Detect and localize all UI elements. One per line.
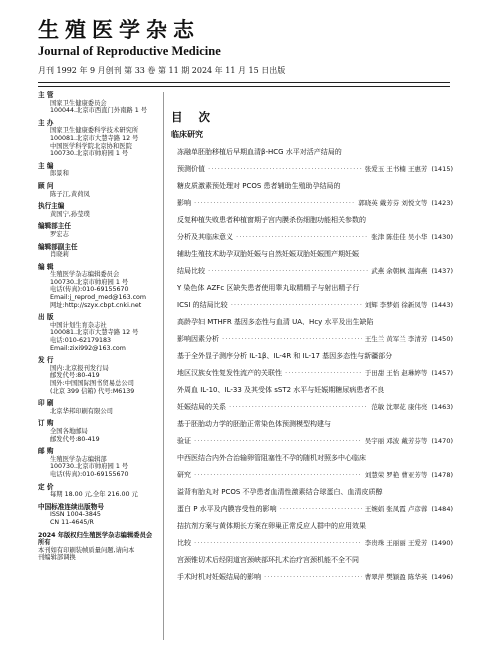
masthead-section-line: 生殖医学杂志编辑部: [50, 455, 107, 463]
masthead-section: [38, 448, 158, 478]
masthead-section-line: 生殖医学杂志编辑委员会: [50, 271, 120, 279]
toc-entry-page: (1470): [431, 437, 453, 445]
toc-entry-title-tail: ICSI 的结局比较: [177, 301, 228, 309]
journal-title-english: Journal of Reproductive Medicine: [38, 44, 221, 58]
masthead-section-line[interactable]: 网址:http://szyx.cbpt.cnki.net: [50, 301, 142, 309]
toc-entry-page: (1463): [431, 403, 453, 411]
toc-entry-page: (1430): [431, 233, 453, 241]
toc-entry-title-cont: [177, 333, 453, 350]
toc-entry[interactable]: [177, 316, 453, 350]
masthead-section-line: 国外:中国国际图书贸易总公司: [50, 380, 134, 387]
printing-quality-note: 本刊如有印刷装帧质量问题,请向本: [38, 546, 135, 554]
masthead-section-heading: 定 价: [38, 482, 54, 491]
toc-entry-page: (1490): [431, 539, 453, 547]
toc-leader-dots: [236, 231, 368, 243]
toc-leader-dots: [208, 265, 368, 277]
toc-entry-title-cont: [177, 537, 453, 554]
toc-leader-dots: [229, 401, 368, 413]
masthead-section: [38, 120, 158, 158]
masthead-section-heading: 主 办: [38, 118, 54, 127]
masthead-section-line: CN 11-4645/R: [50, 518, 94, 526]
toc-entry[interactable]: [177, 146, 453, 180]
toc-entry-title: 外周血 IL-10、IL-33 及其受体 sST2 水平与妊娠期糖尿病患者不良: [177, 386, 385, 394]
masthead-section: [38, 244, 158, 259]
masthead-section-heading: 订 购: [38, 419, 54, 428]
masthead-section-heading: 邮 购: [38, 447, 54, 456]
masthead-section-line[interactable]: Email:j_reprod_med@163.com: [50, 294, 147, 302]
masthead-section: [38, 203, 158, 218]
toc-leader-dots: [194, 537, 362, 549]
masthead-section-heading: 发 行: [38, 356, 54, 365]
masthead-section: [38, 92, 158, 115]
masthead-section-heading: 中国标准连续出版物号: [38, 502, 104, 511]
toc-entry-page: (1443): [431, 301, 453, 309]
toc-leader-dots: [231, 299, 362, 311]
toc-entry-title: 溢背有胎丸对 PCOS 不孕患者血清性激素结合球蛋白、血清皮质醇: [177, 488, 383, 496]
masthead-section-line: 全国各地邮局: [50, 427, 88, 435]
toc-entry-authors: 吴宇丽 邓波 戴芳芬等: [364, 437, 428, 445]
toc-leader-dots: [264, 571, 362, 583]
masthead-section: [38, 264, 158, 310]
toc-entry-title: 反复种植失败患者种植窗期子宫内膜杀伤细胞功能相关参数的: [177, 216, 366, 224]
header-rule-bottom: [38, 86, 450, 87]
toc-leader-dots: [285, 367, 362, 379]
masthead-section-line: 电话(传真):010-69155670: [50, 470, 129, 478]
masthead-section-heading: 执行主编: [38, 202, 65, 211]
masthead-section-line: 国内:北京报刊发行局: [50, 364, 109, 372]
toc-entry-title-tail: 预测价值: [177, 165, 205, 173]
masthead-section-line: 肖晓莉: [50, 251, 69, 259]
toc-entry-page: (1415): [431, 165, 453, 173]
toc-leader-dots: [222, 333, 362, 345]
toc-entry[interactable]: [177, 520, 453, 554]
masthead-section-line: 国家卫生健康委科学技术研究所: [50, 127, 139, 135]
masthead-section-heading: 出 版: [38, 313, 54, 322]
toc-entry[interactable]: [177, 384, 453, 418]
masthead-section-line[interactable]: Email:zixi992@163.com: [50, 344, 126, 352]
toc-leader-dots: [208, 163, 362, 175]
toc-entry-title-tail: 影响: [177, 199, 191, 207]
masthead-section: [38, 223, 158, 238]
toc-entry-title-cont: [177, 571, 453, 588]
masthead-section-line: 100044.北京市西直门外南路 1 号: [50, 107, 148, 115]
toc-entry-title-cont: [177, 265, 453, 282]
toc-entry-title-cont: [177, 401, 453, 418]
masthead-section-heading: 编辑部副主任: [38, 242, 78, 251]
journal-issue-info: 月刊 1992 年 9 月创刊 第 33 卷 第 11 期 2024 年 11 月 15 日出版: [38, 66, 286, 75]
toc-entry-title-tail: 地区汉族女性复发性流产的关联性: [177, 369, 282, 377]
toc-entry-title-tail: 验证: [177, 437, 191, 445]
masthead-section-line: 电话(传真):010-69155670: [50, 286, 129, 294]
toc-entry[interactable]: [177, 452, 453, 486]
toc-entry[interactable]: [177, 214, 453, 248]
toc-entry-title: 中西医结合内外合治输卵管阻塞性不孕的随机对照多中心临床: [177, 454, 366, 462]
masthead-section-heading: 主 管: [38, 91, 54, 99]
toc-leader-dots: [194, 197, 355, 209]
masthead-section-line: 中国医学科学院北京协和医院: [50, 142, 132, 150]
toc-entry-authors: 郭晓英 戴芳芬 刘悦文等: [358, 199, 428, 207]
toc-entry-authors: 刘慧荣 罗艳 曹亚芳等: [364, 471, 428, 479]
toc-entry-authors: 王生兰 黄军兰 李清芳: [364, 335, 428, 343]
toc-entry-authors: 王婉娟 张凤霞 卢彦蓉: [364, 505, 428, 513]
masthead-section-line: 邮发代号:80-419: [50, 372, 100, 380]
masthead-section-line: 每期 18.00 元,全年 216.00 元: [50, 491, 138, 499]
masthead-section: [38, 163, 158, 178]
toc-entry[interactable]: [177, 180, 453, 214]
toc-entry[interactable]: [177, 486, 453, 520]
toc-leader-dots: [194, 469, 362, 481]
toc-entry[interactable]: [177, 350, 453, 384]
masthead-section: [38, 504, 158, 527]
toc-entry-authors: 范敏 沈翠花 康伟亮: [371, 403, 428, 411]
copyright-note: 2024 年版权归生殖医学杂志编辑委员会所有: [38, 531, 153, 547]
masthead-section-line: 中国计划生育杂志社: [50, 321, 107, 329]
toc-entry-title: 基于胚胎动力学的胚胎正常染色体预测模型构建与: [177, 420, 331, 428]
toc-entry-title-tail: 比较: [177, 539, 191, 547]
masthead-section-heading: 编 辑: [38, 262, 54, 271]
toc-entry-title: Y 染色体 AZFc 区缺失患者使用睾丸取精精子与射出精子行: [177, 284, 360, 292]
toc-entry-title: 高龄孕妇 MTHFR 基因多态性与血清 UA、Hcy 水平及出生缺陷: [177, 318, 374, 326]
toc-entry-title-tail: 影响因素分析: [177, 335, 219, 343]
toc-entry-title-cont: [177, 231, 453, 248]
toc-entry-title-tail: 妊娠结局的关系: [177, 403, 226, 411]
masthead-section-line: (北京 399 信箱) 代号:M6139: [50, 387, 135, 395]
toc-leader-dots: [194, 435, 362, 447]
toc-entry[interactable]: [177, 554, 453, 588]
masthead-section-line: ISSN 1004-3845: [50, 511, 101, 519]
toc-entry-title-cont: [177, 367, 453, 384]
masthead-section-line: 电话:010-62179183: [50, 337, 112, 345]
toc-title: 目 次: [171, 110, 217, 124]
toc-entry-title: 宫颈锥切术后经阴道宫颈峡部环扎术治疗宫颈机能不全不同: [177, 556, 359, 564]
masthead-section-heading: 主 编: [38, 161, 54, 170]
toc-entry-title-cont: [177, 503, 453, 520]
masthead-section-heading: 印 刷: [38, 399, 54, 408]
masthead-info-column: [38, 92, 158, 562]
toc-entry-page: (1437): [431, 267, 453, 275]
toc-entry-title-cont: [177, 163, 453, 180]
masthead-section-line: 100081.北京市大慧寺路 12 号: [50, 329, 139, 337]
masthead-section: [38, 314, 158, 352]
toc-entry-title: 辅助生殖技术助孕双胎妊娠与自然妊娠双胎妊娠围产期妊娠: [177, 250, 359, 258]
toc-entry[interactable]: [177, 248, 453, 282]
masthead-section-heading: 顾 问: [38, 181, 54, 190]
toc-entry-authors: 曹翠萍 樊颖盈 陈华英: [364, 573, 428, 581]
toc-entry-title: 糖皮质激素预处理对 PCOS 患者辅助生殖助孕结局的: [177, 182, 341, 190]
toc-entry[interactable]: [177, 282, 453, 316]
toc-entry-authors: 李贵珠 王丽丽 王爱芳: [364, 539, 428, 547]
masthead-section: [38, 400, 158, 415]
toc-entry-title-tail: 研究: [177, 471, 191, 479]
toc-entry-page: (1496): [431, 573, 453, 581]
toc-entry-title-tail: 结局比较: [177, 267, 205, 275]
masthead-section: [38, 484, 158, 499]
toc-entry-page: (1484): [431, 505, 453, 513]
masthead-section: [38, 357, 158, 395]
printing-quality-note: 刊编辑部调换: [38, 554, 76, 562]
toc-leader-dots: [280, 503, 362, 515]
masthead-section-line: 黄国宁,孙莹璞: [50, 210, 90, 218]
toc-entry-title: 拮抗剂方案与黄体期长方案在卵巢正常反应人群中的应用效果: [177, 522, 366, 530]
toc-entry-title: 基于全外显子测序分析 IL-1β、IL-4R 和 IL-17 基因多态性与新疆部分: [177, 352, 393, 360]
toc-entry-title-cont: [177, 435, 453, 452]
toc-entry-title-cont: [177, 469, 453, 486]
toc-entry-authors: 于田甜 王怡 赵琳婷等: [364, 369, 428, 377]
masthead-section-line: 陈子江,黄荷凤: [50, 190, 90, 198]
masthead-section-line: 100730.北京市帅府园 1 号: [50, 150, 129, 158]
masthead-section-line: 国家卫生健康委员会: [50, 99, 107, 107]
journal-title-chinese: 生殖医学杂志: [38, 18, 200, 42]
toc-entry-title-cont: [177, 197, 453, 214]
masthead-section-line: 邮发代号:80-419: [50, 435, 100, 443]
masthead-section-line: 北京华邦印刷有限公司: [50, 407, 113, 415]
toc-entry-page: (1450): [431, 335, 453, 343]
column-divider: [163, 92, 164, 640]
toc-entry-title-tail: 分析及其临床意义: [177, 233, 233, 241]
masthead-section-line: 罗宏志: [50, 230, 69, 238]
masthead-section-line: 100730.北京市帅府园 1 号: [50, 278, 129, 286]
toc-entry[interactable]: [177, 418, 453, 452]
toc-entry-authors: 张爱玉 王书楠 王惠芳: [364, 165, 428, 173]
toc-entry-authors: 武燕 余朝枫 温海燕: [371, 267, 428, 275]
toc-entry-title-cont: [177, 299, 453, 316]
toc-section-heading: 临床研究: [171, 130, 203, 139]
masthead-section-heading: 编辑部主任: [38, 222, 71, 231]
toc-entry-title-tail: 手术时机对妊娠结局的影响: [177, 573, 261, 581]
header-rule-top: [38, 82, 450, 83]
toc-entry-page: (1457): [431, 369, 453, 377]
masthead-section-line: 100730.北京市帅府园 1 号: [50, 463, 129, 471]
masthead-section: [38, 183, 158, 198]
toc-entry-authors: 刘辉 李梦娟 徐新凤等: [364, 301, 428, 309]
toc-entry-page: (1478): [431, 471, 453, 479]
toc-entry-title: 冻融单胚胎移植后早期血清β-HCG 水平对活产结局的: [177, 148, 342, 156]
masthead-section-line: 100081.北京市大慧寺路 12 号: [50, 134, 139, 142]
toc-entry-authors: 张津 陈佳佳 吴小华: [371, 233, 428, 241]
masthead-section-line: 郎景和: [50, 170, 69, 178]
masthead-section: [38, 420, 158, 443]
toc-entry-page: (1423): [431, 199, 453, 207]
toc-entry-title-tail: 蛋白 P 水平及内膜容受性的影响: [177, 505, 277, 513]
